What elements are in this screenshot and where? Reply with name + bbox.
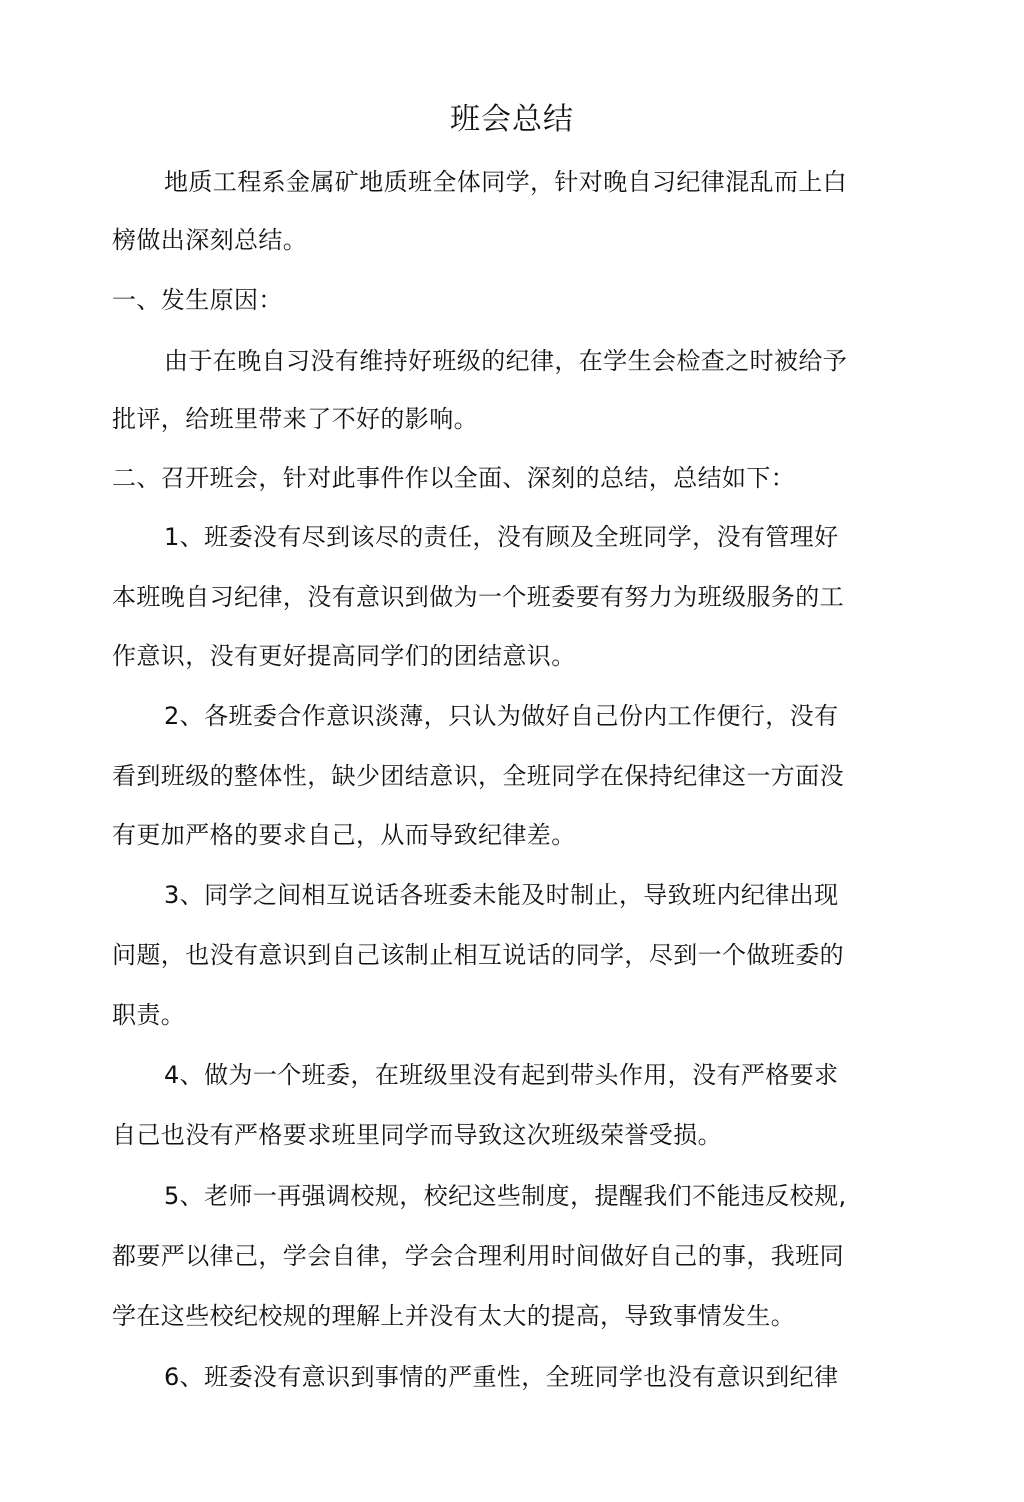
intro-line-1: 地质工程系金属矿地质班全体同学，针对晚自习纪律混乱而上白 (164, 168, 848, 196)
point3-line-2: 问题，也没有意识到自己该制止相互说话的同学，尽到一个做班委的 (112, 941, 844, 969)
point2-line-2: 看到班级的整体性，缺少团结意识，全班同学在保持纪律这一方面没 (112, 762, 844, 790)
point2-line-1: 2、各班委合作意识淡薄，只认为做好自己份内工作便行，没有 (164, 702, 839, 730)
point3-line-3: 职责。 (112, 1001, 186, 1029)
document-title: 班会总结 (450, 102, 574, 137)
point4-line-1: 4、做为一个班委，在班级里没有起到带头作用，没有严格要求 (164, 1061, 839, 1089)
point4-line-2: 自己也没有严格要求班里同学而导致这次班级荣誉受损。 (112, 1121, 722, 1149)
point5-line-2: 都要严以律己，学会自律，学会合理利用时间做好自己的事，我班同 (112, 1242, 844, 1270)
section2-heading: 二、召开班会，针对此事件作以全面、深刻的总结，总结如下： (112, 464, 796, 492)
point5-line-1: 5、老师一再强调校规，校纪这些制度，提醒我们不能违反校规, (164, 1182, 847, 1210)
point6-line-1: 6、班委没有意识到事情的严重性，全班同学也没有意识到纪律 (164, 1363, 839, 1391)
intro-line-2: 榜做出深刻总结。 (112, 226, 308, 254)
point1-line-1: 1、班委没有尽到该尽的责任，没有顾及全班同学，没有管理好 (164, 523, 839, 551)
section1-line-1: 由于在晚自习没有维持好班级的纪律，在学生会检查之时被给予 (164, 347, 848, 375)
point2-line-3: 有更加严格的要求自己，从而导致纪律差。 (112, 821, 576, 849)
point1-line-3: 作意识，没有更好提高同学们的团结意识。 (112, 642, 576, 670)
section1-heading: 一、发生原因： (112, 286, 283, 314)
point1-line-2: 本班晚自习纪律，没有意识到做为一个班委要有努力为班级服务的工 (112, 583, 844, 611)
section1-line-2: 批评，给班里带来了不好的影响。 (112, 405, 478, 433)
point5-line-3: 学在这些校纪校规的理解上并没有太大的提高，导致事情发生。 (112, 1302, 796, 1330)
point3-line-1: 3、同学之间相互说话各班委未能及时制止，导致班内纪律出现 (164, 881, 839, 909)
